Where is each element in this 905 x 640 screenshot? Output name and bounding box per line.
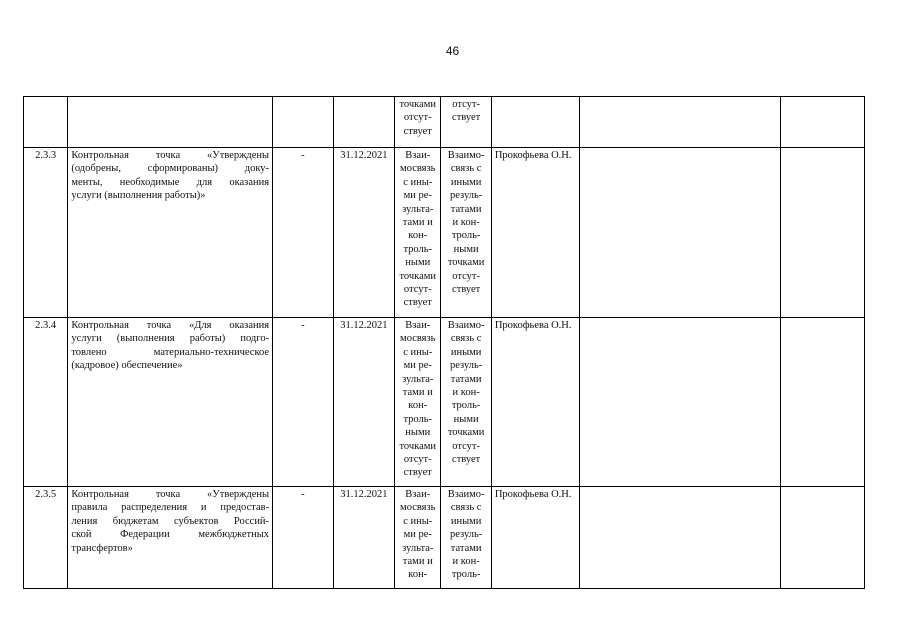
row-empty-a xyxy=(579,318,781,487)
row-date: 31.12.2021 xyxy=(333,148,395,318)
row-date: 31.12.2021 xyxy=(333,487,395,589)
row-number: 2.3.4 xyxy=(24,318,68,487)
row-responsible: Прокофьева О.Н. xyxy=(491,318,579,487)
cell-empty-a xyxy=(579,97,781,148)
row-dash: - xyxy=(273,148,334,318)
row-date: 31.12.2021 xyxy=(333,318,395,487)
cell-responsible xyxy=(491,97,579,148)
row-empty-a xyxy=(579,487,781,589)
row-links-controls: Взаимо- связь с иными резуль- татами и кон- троль- xyxy=(441,487,491,589)
row-links-results: Взаи- мосвязь с ины- ми ре- зульта- тами и кон- троль- ными точками отсут- ствует xyxy=(395,318,441,487)
row-links-controls: Взаимо- связь с иными резуль- татами и кон- троль- ными точками отсут- ствует xyxy=(441,148,491,318)
table-row-continued xyxy=(24,97,865,148)
row-links-results: Взаи- мосвязь с ины- ми ре- зульта- тами и кон- xyxy=(395,487,441,589)
cell-links-results: точками отсут- ствует xyxy=(395,97,441,148)
table-row xyxy=(24,487,865,589)
row-empty-a xyxy=(579,148,781,318)
cell-name xyxy=(68,97,273,148)
table-row xyxy=(24,318,865,487)
row-number: 2.3.3 xyxy=(24,148,68,318)
row-dash: - xyxy=(273,487,334,589)
row-dash: - xyxy=(273,318,334,487)
row-empty-b xyxy=(781,148,865,318)
cell-links-controls: отсут- ствует xyxy=(441,97,491,148)
row-responsible: Прокофьева О.Н. xyxy=(491,148,579,318)
page-number: 46 xyxy=(445,44,460,58)
row-title: Контрольная точка «Утверждены (одобрены, сформированы) доку- менты, необходимые для оказания услуги (выполнения работы)» xyxy=(68,148,273,318)
row-title: Контрольная точка «Для оказания услуги (выполнения работы) подго- товлено материально-техническое (кадровое) обеспечение» xyxy=(68,318,273,487)
row-title: Контрольная точка «Утверждены правила распределения и предостав- ления бюджетам субъектов Россий- ской Федерации межбюджетных трансфертов» xyxy=(68,487,273,589)
cell-num xyxy=(24,97,68,148)
row-number: 2.3.5 xyxy=(24,487,68,589)
row-links-results: Взаи- мосвязь с ины- ми ре- зульта- тами и кон- троль- ными точками отсут- ствует xyxy=(395,148,441,318)
row-responsible: Прокофьева О.Н. xyxy=(491,487,579,589)
row-empty-b xyxy=(781,487,865,589)
control-points-table xyxy=(23,96,865,589)
row-links-controls: Взаимо- связь с иными резуль- татами и кон- троль- ными точками отсут- ствует xyxy=(441,318,491,487)
row-empty-b xyxy=(781,318,865,487)
cell-dash xyxy=(273,97,334,148)
cell-date xyxy=(333,97,395,148)
table-row xyxy=(24,148,865,318)
cell-empty-b xyxy=(781,97,865,148)
